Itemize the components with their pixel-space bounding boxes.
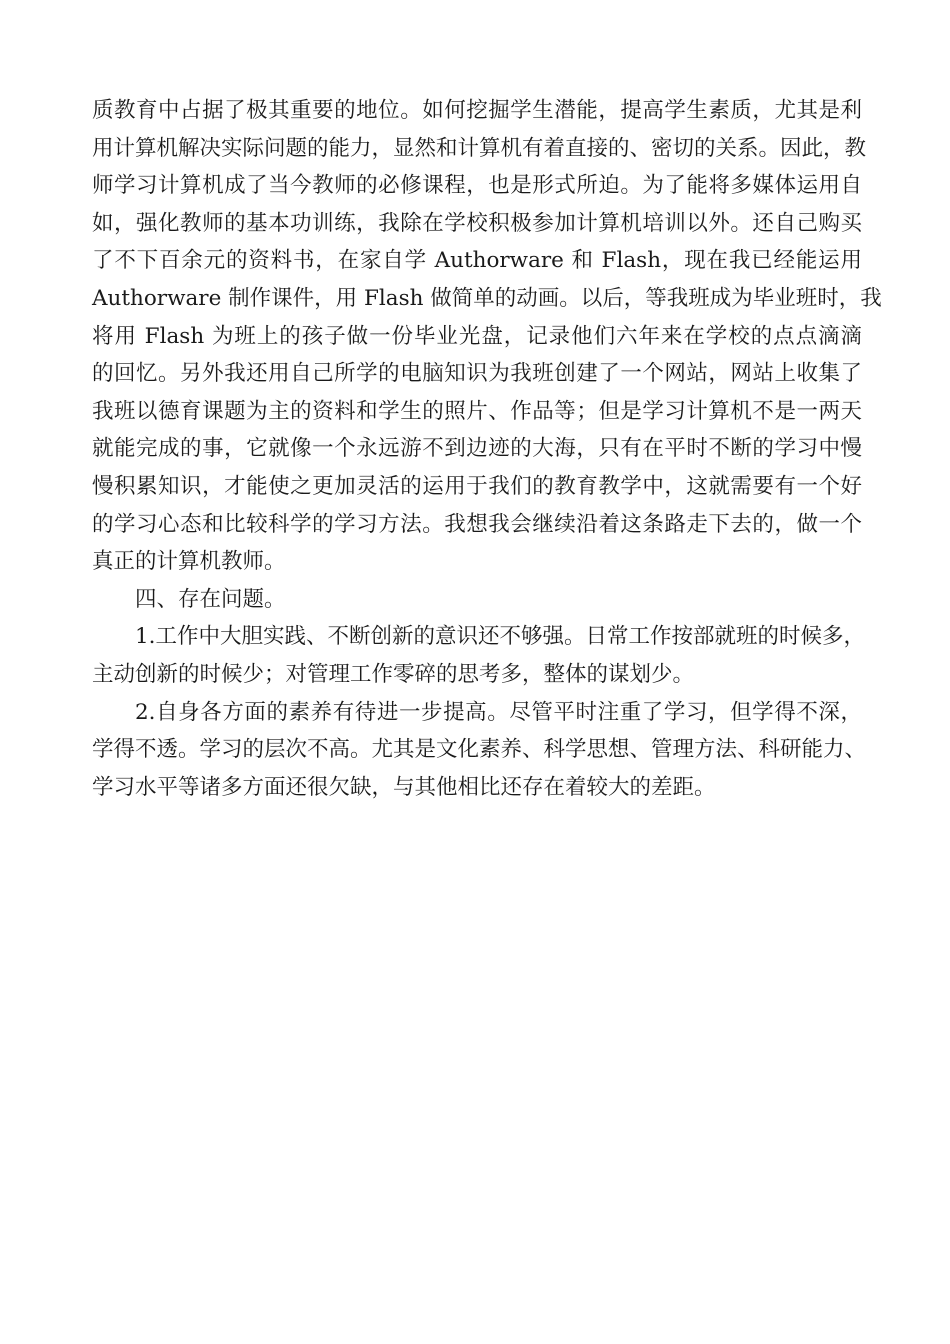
text-line: 了不下百余元的资料书，在家自学 Authorware 和 Flash，现在我已经能运用 <box>92 248 862 274</box>
text-line: 将用 Flash 为班上的孩子做一份毕业光盘，记录他们六年来在学校的点点滴滴 <box>92 323 862 349</box>
text-line: 的学习心态和比较科学的学习方法。我想我会继续沿着这条路走下去的，做一个 <box>92 511 862 537</box>
text-line: 师学习计算机成了当今教师的必修课程，也是形式所迫。为了能将多媒体运用自 <box>92 173 862 199</box>
text-line: 学得不透。学习的层次不高。尤其是文化素养、科学思想、管理方法、科研能力、 <box>92 737 867 763</box>
text-line: 的回忆。另外我还用自己所学的电脑知识为我班创建了一个网站，网站上收集了 <box>92 361 862 387</box>
document-body <box>92 92 882 806</box>
text-line: 慢积累知识，才能使之更加灵活的运用于我们的教育教学中，这就需要有一个好 <box>92 473 862 499</box>
text-line: Authorware 制作课件，用 Flash 做简单的动画。以后，等我班成为毕业班时，我 <box>92 285 882 311</box>
text-line: 质教育中占据了极其重要的地位。如何挖掘学生潜能，提高学生素质，尤其是利 <box>92 98 862 123</box>
text-line: 学习水平等诸多方面还很欠缺，与其他相比还存在着较大的差距。 <box>92 774 716 800</box>
text-line: 真正的计算机教师。 <box>92 549 286 575</box>
text-line: 我班以德育课题为主的资料和学生的照片、作品等；但是学习计算机不是一两天 <box>92 398 862 424</box>
text-line: 主动创新的时候少；对管理工作零碎的思考多，整体的谋划少。 <box>92 661 695 687</box>
text-line: 用计算机解决实际问题的能力，显然和计算机有着直接的、密切的关系。因此，教 <box>92 135 867 161</box>
text-line: 2.自身各方面的素养有待进一步提高。尽管平时注重了学习，但学得不深， <box>135 699 862 725</box>
text-line: 如，强化教师的基本功训练，我除在学校积极参加计算机培训以外。还自己购买 <box>92 210 862 236</box>
text-line: 1.工作中大胆实践、不断创新的意识还不够强。日常工作按部就班的时候多， <box>135 624 866 650</box>
text-line: 四、存在问题。 <box>135 586 286 612</box>
text-line: 就能完成的事，它就像一个永远游不到边迹的大海，只有在平时不断的学习中慢 <box>92 436 862 462</box>
